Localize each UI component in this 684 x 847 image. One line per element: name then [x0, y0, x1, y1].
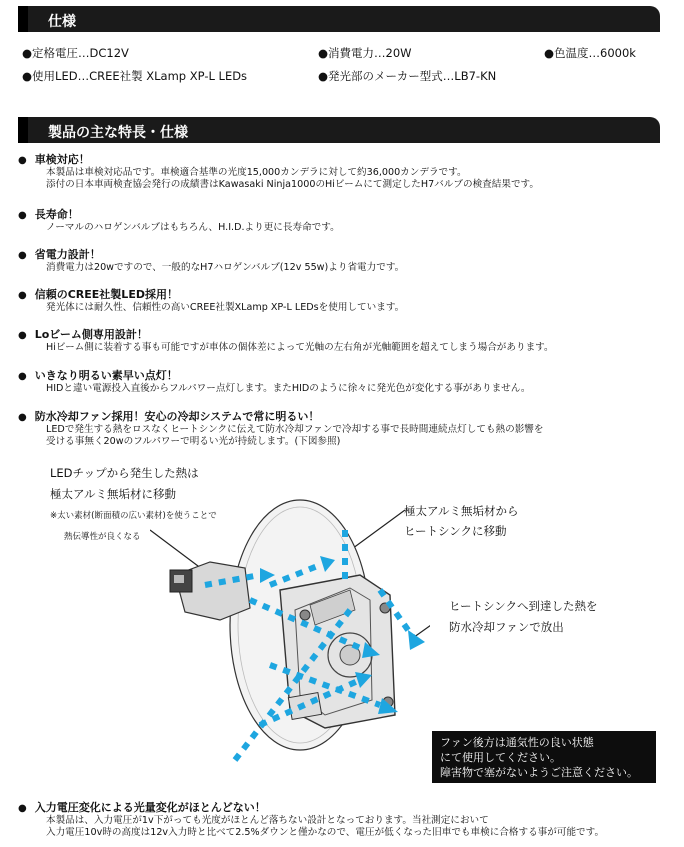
spec-voltage: ●定格電圧…DC12V [22, 46, 129, 60]
diagram-label-heatsink-2: ヒートシンクに移動 [404, 524, 507, 538]
feature-desc: LEDで発生する熱をロスなくヒートシンクに伝えて防水冷却ファンで冷却する事で長時間連続点灯しても熱の影響を [46, 424, 544, 435]
feature-desc: Hiビーム側に装着する事も可能ですが車体の個体差によって光軸の左右角が光軸範囲を超えてしまう場合があります。 [46, 342, 554, 353]
feature-desc: ノーマルのハロゲンバルブはもちろん、H.I.D.より更に長寿命です。 [46, 222, 340, 233]
spec-model: ●発光部のメーカー型式…LB7-KN [318, 69, 497, 83]
notice-line: 障害物で塞がないようご注意ください。 [440, 766, 638, 779]
arrow-head [408, 630, 425, 650]
feature-title: ● 信頼のCREE社製LED採用！ [18, 286, 678, 302]
diagram-note-small-1: ※太い素材(断面積の広い素材)を使うことで [50, 511, 217, 521]
spec-power: ●消費電力…20W [318, 46, 412, 60]
diagram-label-fan-2: 防水冷却ファンで放出 [449, 620, 564, 634]
feature-item [18, 286, 678, 314]
feature-item [18, 206, 678, 234]
feature-desc: 添付の日本車両検査協会発行の成績書はKawasaki Ninja1000のHiビームにて測定したH7バルブの検査結果です。 [46, 179, 539, 190]
feature-title: ● 長寿命！ [18, 206, 678, 222]
features-section-header [18, 117, 660, 143]
spec-led: ●使用LED…CREE社製 XLamp XP-L LEDs [22, 69, 248, 83]
led-bulb-diagram [150, 490, 430, 770]
diagram-label-led-2: 極太アルミ無垢材に移動 [50, 487, 177, 501]
spec-section-title: 仕様 [48, 14, 76, 30]
feature-desc: 入力電圧10v時の高度は12v入力時と比べて2.5%ダウンと僅かなので、電圧が低くなった旧車でも車検に合格する事が可能です。 [46, 827, 605, 838]
header-accent [18, 6, 28, 32]
notice-line: にて使用してください。 [440, 751, 561, 764]
feature-desc: 発光体には耐久性、信頼性の高いCREE社製XLamp XP-L LEDsを使用しています。 [46, 302, 405, 313]
diagram-label-fan-1: ヒートシンクへ到達した熱を [449, 599, 598, 613]
feature-title: ● 省電力設計！ [18, 246, 678, 262]
feature-item [18, 799, 678, 839]
feature-item [18, 367, 678, 395]
feature-desc: HIDと違い電源投入直後からフルパワー点灯します。またHIDのように徐々に発光色が変化する事がありません。 [46, 383, 531, 394]
feature-title: ● いきなり明るい素早い点灯！ [18, 367, 678, 383]
feature-item [18, 408, 678, 448]
diagram-label-heatsink-1: 極太アルミ無垢材から [404, 504, 519, 518]
feature-title: ● 防水冷却ファン採用！安心の冷却システムで常に明るい！ [18, 408, 678, 424]
feature-item [18, 326, 678, 354]
feature-desc: 本製品は、入力電圧が1v下がっても光度がほとんど落ちない設計となっております。当社測定において [46, 815, 489, 826]
fan-notice-box [432, 731, 656, 783]
screw [300, 610, 310, 620]
notice-line: ファン後方は通気性の良い状態 [440, 736, 594, 749]
feature-desc: 受ける事無く20wのフルパワーで明るい光が持続します。(下図参照) [46, 436, 341, 447]
features-section-title: 製品の主な特長・仕様 [48, 125, 188, 141]
feature-item [18, 151, 678, 191]
feature-desc: 本製品は車検対応品です。車検適合基準の光度15,000カンデラに対して約36,000カンデラです。 [46, 167, 467, 178]
diagram-label-led-1: LEDチップから発生した熱は [50, 466, 199, 480]
feature-title: ● 車検対応！ [18, 151, 678, 167]
diagram-note-small-2: 熱伝導性が良くなる [64, 532, 141, 542]
spec-color-temp: ●色温度…6000k [544, 46, 636, 60]
feature-title: ● Loビーム側専用設計！ [18, 326, 678, 342]
feature-desc: 消費電力は20wですので、一般的なH7ハロゲンバルブ(12v 55w)より省電力です。 [46, 262, 405, 273]
header-accent [18, 117, 28, 143]
feature-title: ● 入力電圧変化による光量変化がほとんどない！ [18, 799, 678, 815]
feature-item [18, 246, 678, 274]
spec-section-header [18, 6, 660, 32]
